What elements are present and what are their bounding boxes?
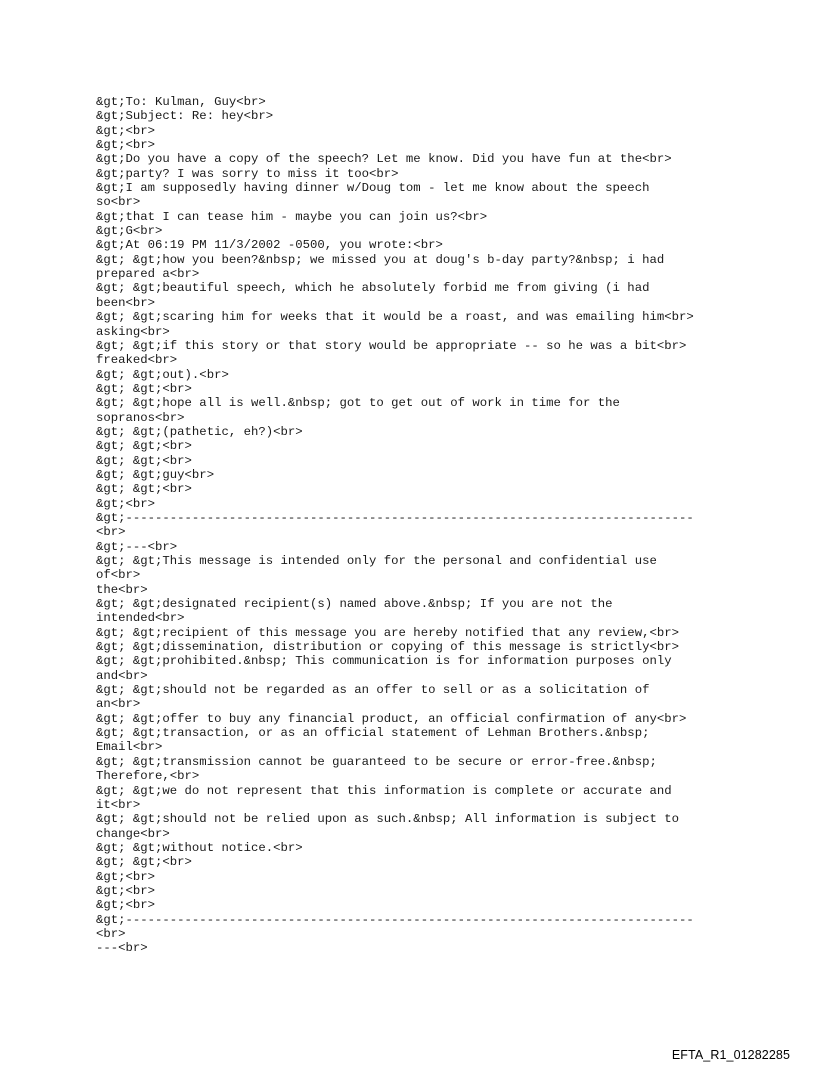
text-line: &gt; &gt;<br> <box>96 855 192 870</box>
text-line: &gt;G<br> <box>96 224 163 239</box>
text-line: &gt;<br> <box>96 123 156 138</box>
text-line: &gt; &gt;should not be relied upon as such.&nbsp; All information is subject to <box>96 812 679 827</box>
text-line: &gt; &gt;<br> <box>96 381 192 396</box>
text-line: the<br> <box>96 582 148 597</box>
text-line: &gt; &gt;prohibited.&nbsp; This communication is for information purposes only <box>96 654 672 669</box>
text-line: &gt; &gt;beautiful speech, which he absolutely forbid me from giving (i had <box>96 281 650 296</box>
text-line: &gt;that I can tease him - maybe you can join us?<br> <box>96 209 488 224</box>
text-line: &gt; &gt;transaction, or as an official statement of Lehman Brothers.&nbsp; <box>96 726 650 741</box>
text-line: &gt;At 06:19 PM 11/3/2002 -0500, you wrote:<br> <box>96 238 443 253</box>
text-line: &gt;<br> <box>96 898 156 913</box>
text-line: &gt; &gt;<br> <box>96 453 192 468</box>
text-line: &gt;Subject: Re: hey<br> <box>96 109 274 124</box>
text-line: and<br> <box>96 668 148 683</box>
text-line: &gt; &gt;if this story or that story would be appropriate -- so he was a bit<br> <box>96 338 687 353</box>
text-line: intended<br> <box>96 611 185 626</box>
text-line: of<br> <box>96 568 141 583</box>
email-body-text <box>96 95 796 956</box>
text-line: freaked<br> <box>96 353 178 368</box>
text-line: &gt; &gt;guy<br> <box>96 467 215 482</box>
text-line: &gt;---<br> <box>96 539 178 554</box>
text-line: &gt;<br> <box>96 883 156 898</box>
text-line: &gt;<br> <box>96 869 156 884</box>
text-line: &gt; &gt;hope all is well.&nbsp; got to get out of work in time for the <box>96 396 620 411</box>
text-line: &gt;Do you have a copy of the speech? Let me know. Did you have fun at the<br> <box>96 152 672 167</box>
text-line: sopranos<br> <box>96 410 185 425</box>
text-line: change<br> <box>96 826 170 841</box>
text-line: &gt; &gt;designated recipient(s) named above.&nbsp; If you are not the <box>96 597 613 612</box>
text-line: &gt; &gt;<br> <box>96 482 192 497</box>
text-line: &gt;party? I was sorry to miss it too<br> <box>96 166 399 181</box>
text-line: <br> <box>96 525 126 540</box>
text-line: &gt; &gt;should not be regarded as an offer to sell or as a solicitation of <box>96 683 650 698</box>
text-line: &gt; &gt;dissemination, distribution or copying of this message is strictly<br> <box>96 640 679 655</box>
text-line: &gt;<br> <box>96 138 156 153</box>
text-line: &gt; &gt;scaring him for weeks that it would be a roast, and was emailing him<br> <box>96 310 694 325</box>
text-line: asking<br> <box>96 324 170 339</box>
text-line: &gt; &gt;out).<br> <box>96 367 229 382</box>
text-line: &gt; &gt;transmission cannot be guaranteed to be secure or error-free.&nbsp; <box>96 754 657 769</box>
bates-number: EFTA_R1_01282285 <box>671 1048 790 1062</box>
text-line: &gt; &gt;<br> <box>96 439 192 454</box>
text-line: &gt; &gt;This message is intended only for the personal and confidential use <box>96 554 657 568</box>
text-line: ---<br> <box>96 941 148 956</box>
text-line: &gt; &gt;(pathetic, eh?)<br> <box>96 424 303 439</box>
text-line: &gt;<br> <box>96 496 156 511</box>
text-line: so<br> <box>96 195 141 210</box>
text-line: prepared a<br> <box>96 267 200 282</box>
text-line: &gt; &gt;without notice.<br> <box>96 840 303 855</box>
text-line: &gt;I am supposedly having dinner w/Doug tom - let me know about the speech <box>96 181 650 196</box>
text-line: &gt; &gt;recipient of this message you are hereby notified that any review,<br> <box>96 625 679 640</box>
text-line: been<br> <box>96 295 156 310</box>
text-line: &gt; &gt;we do not represent that this information is complete or accurate and <box>96 783 672 798</box>
text-line: <br> <box>96 926 126 941</box>
text-line: &gt;----------------------------------------------------------------------------- <box>96 912 694 927</box>
text-line: Therefore,<br> <box>96 769 200 784</box>
text-line: Email<br> <box>96 740 163 755</box>
text-line: &gt; &gt;how you been?&nbsp; we missed you at doug's b-day party?&nbsp; i had <box>96 252 665 267</box>
text-line: &gt;To: Kulman, Guy<br> <box>96 95 266 109</box>
text-line: an<br> <box>96 697 141 712</box>
text-line: it<br> <box>96 797 141 812</box>
text-line: &gt; &gt;offer to buy any financial product, an official confirmation of any<br> <box>96 711 687 726</box>
text-line: &gt;----------------------------------------------------------------------------- <box>96 510 694 525</box>
